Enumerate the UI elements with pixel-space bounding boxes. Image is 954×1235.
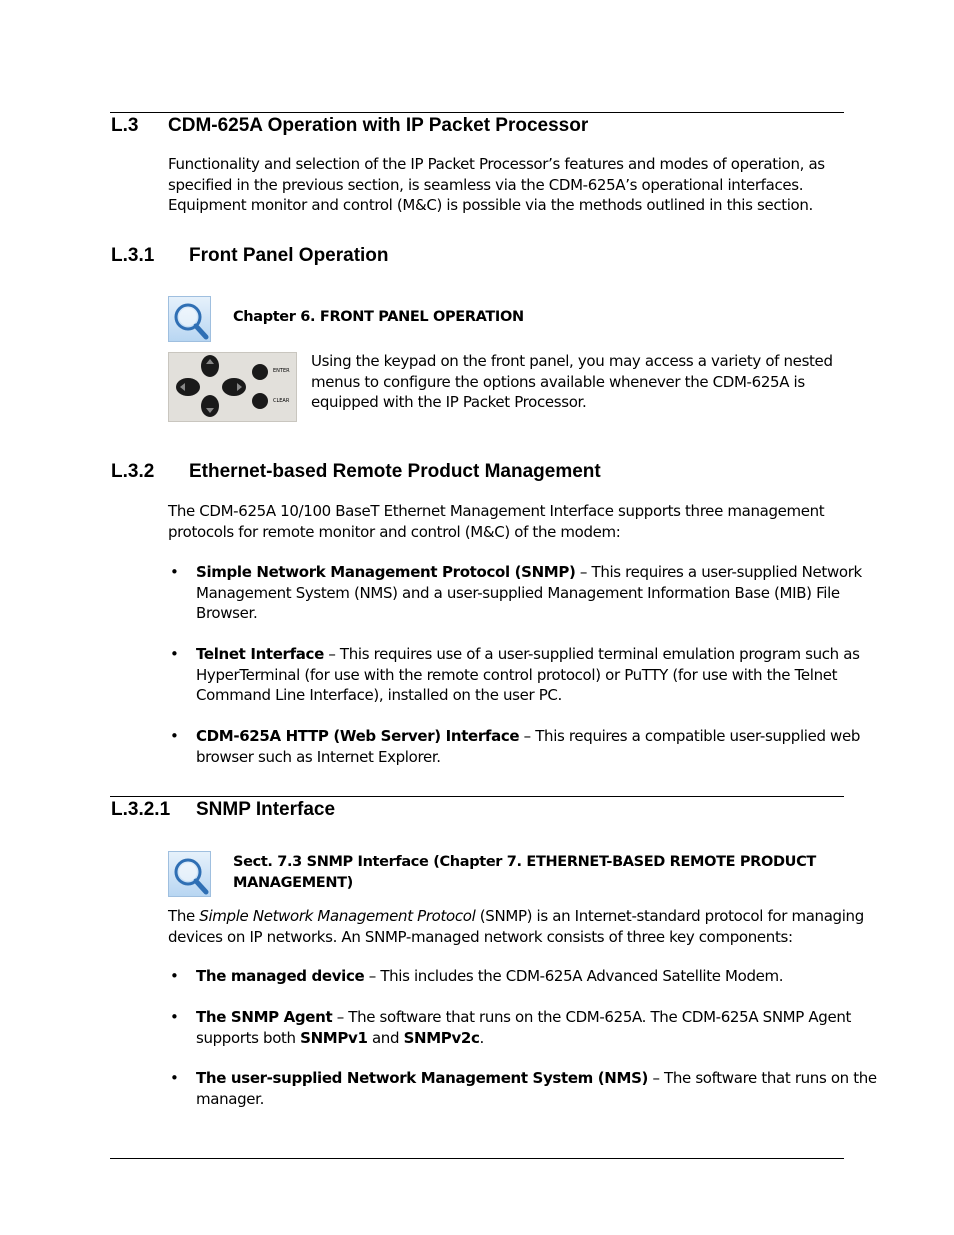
bullet-item	[196, 562, 862, 624]
bullet-dot: •	[170, 1069, 179, 1087]
section-number: L.3.2.1	[111, 799, 171, 820]
section-number: L.3.1	[111, 245, 155, 266]
chapter-reference	[233, 852, 816, 893]
bottom-rule	[110, 1158, 844, 1159]
text-line: specified in the previous section, is seamless via the CDM-625A’s operational interfaces.	[168, 175, 804, 194]
text-run: and	[367, 1028, 404, 1047]
chapter-reference: Chapter 6. FRONT PANEL OPERATION	[233, 309, 524, 325]
paragraph	[168, 501, 824, 542]
bullet-term: CDM-625A HTTP (Web Server) Interface	[196, 727, 520, 745]
bullet-term: The user-supplied Network Management System (NMS)	[196, 1069, 649, 1087]
text-line: devices on IP networks. An SNMP-managed network consists of three key components:	[168, 927, 793, 946]
text-run-italic: Simple Network Management Protocol	[199, 907, 476, 925]
text-line: – This requires a user-supplied Network	[575, 563, 862, 581]
paragraph	[168, 154, 825, 216]
text-run: (SNMP) is an Internet-standard protocol for managing	[475, 907, 864, 925]
enter-key-label: ENTER	[273, 368, 290, 374]
text-line: menus to configure the options available whenever the CDM-625A is	[311, 372, 805, 391]
section-number: L.3	[111, 115, 139, 136]
text-line: Functionality and selection of the IP Packet Processor’s features and modes of operation, as	[168, 155, 825, 173]
text-line: browser such as Internet Explorer.	[196, 747, 441, 766]
text-run-bold: SNMPv1	[300, 1028, 368, 1047]
text-line: Using the keypad on the front panel, you may access a variety of nested	[311, 352, 833, 370]
magnifier-reference-icon	[168, 296, 211, 342]
paragraph	[168, 906, 864, 947]
text-line: HyperTerminal (for use with the remote control protocol) or PuTTY (for use with the Telnet	[196, 665, 838, 684]
text-line: equipped with the IP Packet Processor.	[311, 393, 587, 411]
text-line: – The software that runs on the	[648, 1069, 877, 1087]
section-heading-l32	[111, 461, 601, 483]
text-run: The	[168, 907, 200, 925]
text-line: MANAGEMENT)	[233, 874, 353, 891]
bullet-dot: •	[170, 645, 179, 663]
keypad-image	[168, 352, 297, 422]
text-line: – This requires a compatible user-supplied web	[519, 727, 861, 745]
bullet-term: Simple Network Management Protocol (SNMP)	[196, 563, 576, 581]
text-run: .	[479, 1028, 484, 1047]
text-run-bold: SNMPv2c	[403, 1028, 480, 1047]
text-run: supports both	[196, 1028, 301, 1047]
section-title: Front Panel Operation	[189, 245, 389, 266]
section-heading-l3	[111, 115, 588, 137]
text-line: Equipment monitor and control (M&C) is possible via the methods outlined in this section.	[168, 196, 813, 214]
text-line: manager.	[196, 1089, 265, 1108]
bullet-item	[196, 644, 860, 706]
bullet-term: The managed device	[196, 967, 365, 985]
section-heading-l31	[111, 245, 389, 267]
section-rule	[110, 796, 844, 797]
text-line: Management System (NMS) and a user-supplied Management Information Base (MIB) File	[196, 583, 840, 602]
section-title: SNMP Interface	[196, 799, 336, 820]
section-title: CDM-625A Operation with IP Packet Processor	[168, 115, 589, 136]
bullet-dot: •	[170, 967, 179, 985]
bullet-item	[196, 726, 860, 767]
text-line: Sect. 7.3 SNMP Interface (Chapter 7. ETHERNET-BASED REMOTE PRODUCT	[233, 854, 816, 870]
text-line: Command Line Interface), installed on the user PC.	[196, 686, 562, 704]
bullet-item	[196, 1007, 851, 1048]
bullet-term: Telnet Interface	[196, 645, 324, 663]
bullet-item	[196, 966, 783, 987]
bullet-item	[196, 1068, 877, 1109]
section-number: L.3.2	[111, 461, 155, 482]
text-line: – This includes the CDM-625A Advanced Satellite Modem.	[364, 967, 784, 985]
top-rule	[110, 112, 844, 113]
section-title: Ethernet-based Remote Product Management	[189, 461, 601, 482]
text-line: Browser.	[196, 604, 258, 622]
clear-key-label: CLEAR	[273, 398, 290, 404]
text-line: protocols for remote monitor and control (M&C) of the modem:	[168, 522, 621, 541]
bullet-dot: •	[170, 563, 179, 581]
section-heading-l321	[111, 799, 335, 821]
magnifier-reference-icon	[168, 851, 211, 897]
text-line: – The software that runs on the CDM-625A. The CDM-625A SNMP Agent	[332, 1008, 852, 1026]
text-line: – This requires use of a user-supplied terminal emulation program such as	[323, 645, 860, 663]
text-line: The CDM-625A 10/100 BaseT Ethernet Management Interface supports three management	[168, 502, 825, 520]
bullet-term: The SNMP Agent	[196, 1008, 333, 1026]
bullet-dot: •	[170, 1008, 179, 1026]
bullet-dot: •	[170, 727, 179, 745]
paragraph	[311, 351, 833, 413]
